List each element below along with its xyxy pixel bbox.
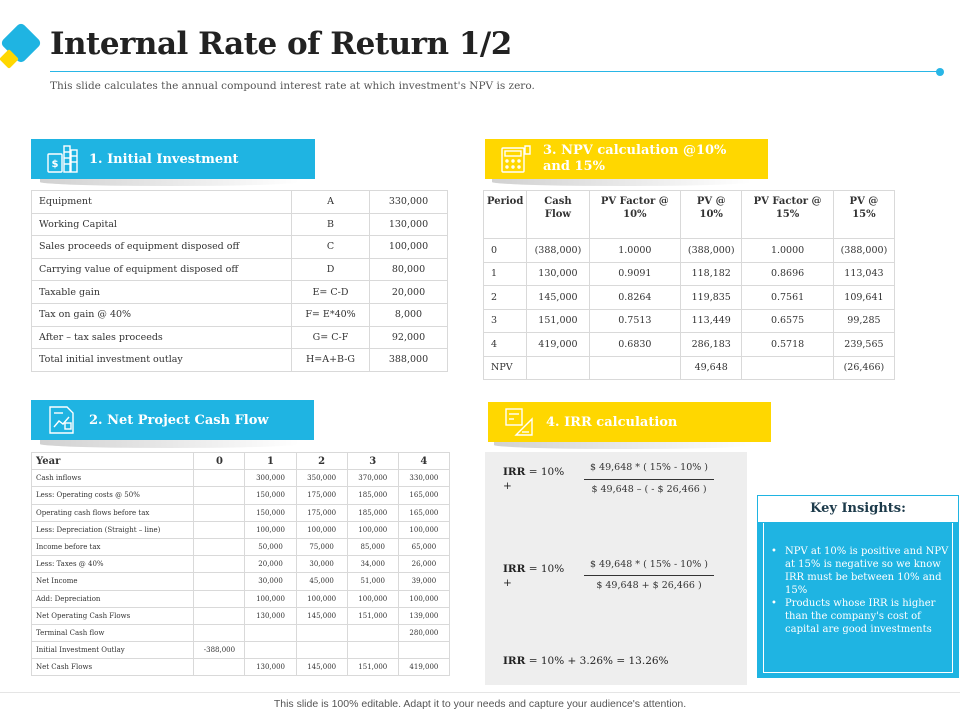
table-header-cell: 2 [296,453,347,470]
footer-note: This slide is 100% editable. Adapt it to your needs and capture your audience's attention. [273,698,687,710]
banner-shadow [492,178,752,186]
table-cell [194,538,245,555]
money-stack-icon [45,142,79,176]
table-cell [194,470,245,487]
table-cell: 100,000 [245,590,296,607]
table-cell: NPV [484,356,527,380]
table-row [32,191,448,214]
table-cell: 3 [484,309,527,333]
table-cell: Net Cash Flows [32,659,194,676]
table-cell: Operating cash flows before tax [32,504,194,521]
table-row [32,470,450,487]
table-cell: 0.9091 [589,262,681,286]
table-cell: 145,000 [527,286,589,310]
table-row [32,487,450,504]
table-cell [742,356,834,380]
table-cell: Net Income [32,573,194,590]
page-subtitle: This slide calculates the annual compound interest rate at which investment's NPV is zero. [50,80,535,92]
table-cell [194,590,245,607]
table-header-cell: Period [484,191,527,239]
table-header-cell: 0 [194,453,245,470]
net-project-cash-flow-table [31,452,450,676]
irr-formula-2-numerator: $ 49,648 * ( 15% - 10% ) [589,559,709,570]
table-cell: After – tax sales proceeds [32,326,292,349]
table-row [32,504,450,521]
calculator-chart-icon [499,142,533,176]
table-cell: Add: Depreciation [32,590,194,607]
initial-investment-banner [31,139,315,179]
table-cell: 0.6830 [589,333,681,357]
table-cell: 30,000 [296,556,347,573]
table-cell: 100,000 [398,521,449,538]
table-cell: 300,000 [245,470,296,487]
title-underline-dot [936,68,944,76]
table-cell: Sales proceeds of equipment disposed off [32,236,292,259]
table-row [484,286,895,310]
table-cell [194,624,245,641]
table-cell: E= C-D [292,281,370,304]
table-cell: Net Operating Cash Flows [32,607,194,624]
table-cell: -388,000 [194,642,245,659]
table-header-cell: Year [32,453,194,470]
table-cell: 0.6575 [742,309,834,333]
table-cell: 100,000 [370,236,448,259]
table-row [32,642,450,659]
table-cell: 20,000 [245,556,296,573]
table-cell: 0 [484,239,527,263]
table-header-cell: 3 [347,453,398,470]
table-cell: Less: Operating costs @ 50% [32,487,194,504]
table-cell: 92,000 [370,326,448,349]
table-cell: H=A+B-G [292,349,370,372]
table-cell [527,356,589,380]
irr-calculation-banner [488,402,771,442]
table-cell: 185,000 [347,487,398,504]
ruler-calculator-icon [502,405,536,439]
table-cell: 8,000 [370,303,448,326]
irr-result-value: = 10% + 3.26% = 13.26% [528,655,669,667]
page-title: Internal Rate of Return 1/2 [50,26,512,62]
irr-formula-1-denominator: $ 49,648 – ( - $ 26,466 ) [591,484,707,495]
table-cell [194,607,245,624]
chart-document-icon [45,403,79,437]
irr-formula-2-fraction-bar [584,575,714,576]
table-cell: Less: Taxes @ 40% [32,556,194,573]
table-cell [194,659,245,676]
table-cell: 80,000 [370,258,448,281]
table-cell: 185,000 [347,504,398,521]
table-cell: 139,000 [398,607,449,624]
net-project-cash-flow-heading: 2. Net Project Cash Flow [89,412,269,428]
table-row [484,239,895,263]
corner-diamond-logo [0,22,46,70]
table-row [32,659,450,676]
table-cell: 1.0000 [742,239,834,263]
banner-shadow [494,441,754,449]
initial-investment-table [31,190,448,372]
table-cell [194,556,245,573]
table-row [32,624,450,641]
table-cell: 280,000 [398,624,449,641]
irr-result-label: IRR [503,655,526,667]
irr-formula-1-irr: IRR [503,466,526,478]
table-cell: 130,000 [527,262,589,286]
table-cell: C [292,236,370,259]
table-cell: 0.7513 [589,309,681,333]
table-cell: 151,000 [347,607,398,624]
table-cell: B [292,213,370,236]
table-header-cell: PV Factor @ 15% [742,191,834,239]
table-cell: 65,000 [398,538,449,555]
table-cell: 419,000 [398,659,449,676]
table-cell: 39,000 [398,573,449,590]
npv-calculation-heading-line2: and 15% [543,159,605,174]
table-row [32,607,450,624]
table-cell [398,642,449,659]
table-cell: 100,000 [347,590,398,607]
irr-result [503,655,669,667]
table-cell: 150,000 [245,504,296,521]
table-cell: 151,000 [527,309,589,333]
table-cell [245,642,296,659]
table-row [32,538,450,555]
irr-formula-2-label [503,562,564,590]
table-cell: 350,000 [296,470,347,487]
table-header-cell: PV @ 10% [681,191,742,239]
irr-formula-2-base: = 10% [528,563,565,575]
table-row [32,303,448,326]
table-cell: 419,000 [527,333,589,357]
irr-formula-1-numerator: $ 49,648 * ( 15% - 10% ) [589,462,709,473]
net-project-cash-flow-banner [31,400,314,440]
table-cell: 0.8696 [742,262,834,286]
table-cell: 2 [484,286,527,310]
table-cell: 330,000 [398,470,449,487]
table-cell: 50,000 [245,538,296,555]
table-row [484,262,895,286]
irr-calculation-heading: 4. IRR calculation [546,414,678,430]
table-cell: 30,000 [245,573,296,590]
table-cell [347,624,398,641]
table-row [32,326,448,349]
table-cell [347,642,398,659]
table-cell: 145,000 [296,607,347,624]
table-row [32,213,448,236]
table-header-cell: PV Factor @ 10% [589,191,681,239]
table-cell: 150,000 [245,487,296,504]
table-cell: (26,466) [833,356,894,380]
table-cell: 175,000 [296,504,347,521]
table-cell: 49,648 [681,356,742,380]
table-cell: 99,285 [833,309,894,333]
table-cell: 0.8264 [589,286,681,310]
table-cell: 0.5718 [742,333,834,357]
table-row [32,590,450,607]
table-row [32,521,450,538]
table-cell: 100,000 [245,521,296,538]
table-cell: Carrying value of equipment disposed off [32,258,292,281]
table-cell: Income before tax [32,538,194,555]
svg-text:$: $ [51,159,59,170]
key-insights-panel [757,495,959,678]
table-cell: Total initial investment outlay [32,349,292,372]
table-cell: 100,000 [347,521,398,538]
irr-formula-2-denominator: $ 49,648 + $ 26,466 ) [596,580,702,591]
table-cell: 1 [484,262,527,286]
npv-calculation-heading-line1: 3. NPV calculation @10% [543,142,727,158]
table-row [484,356,895,380]
table-cell: 113,043 [833,262,894,286]
title-underline [50,71,940,72]
table-row [32,281,448,304]
table-cell: 151,000 [347,659,398,676]
table-cell: 175,000 [296,487,347,504]
table-cell [589,356,681,380]
key-insights-list [771,545,951,636]
table-header-cell: 4 [398,453,449,470]
table-header-cell: 1 [245,453,296,470]
npv-calculation-banner [485,139,768,179]
table-cell: 20,000 [370,281,448,304]
table-cell: 286,183 [681,333,742,357]
table-cell: 145,000 [296,659,347,676]
table-cell: 34,000 [347,556,398,573]
banner-shadow [40,178,300,186]
irr-formula-1-fraction-bar [584,479,714,480]
table-cell: 0.7561 [742,286,834,310]
table-cell: Less: Depreciation (Straight – line) [32,521,194,538]
table-cell [194,573,245,590]
table-cell: Taxable gain [32,281,292,304]
table-row [32,573,450,590]
irr-formula-1-plus: + [503,480,512,493]
table-row [484,309,895,333]
table-cell [194,487,245,504]
table-cell: (388,000) [681,239,742,263]
table-cell [194,504,245,521]
table-cell: 45,000 [296,573,347,590]
table-cell: 370,000 [347,470,398,487]
irr-formula-1-base: = 10% [528,466,565,478]
irr-formula-2-plus: + [503,577,512,590]
table-cell: 130,000 [370,213,448,236]
table-row [32,556,450,573]
table-cell: 388,000 [370,349,448,372]
table-cell: 4 [484,333,527,357]
table-cell: 51,000 [347,573,398,590]
footer-divider [0,692,960,693]
irr-formula-1-label [503,465,564,493]
npv-table [483,190,895,380]
table-cell: 119,835 [681,286,742,310]
table-cell: 113,449 [681,309,742,333]
table-cell: Cash inflows [32,470,194,487]
table-cell: 75,000 [296,538,347,555]
table-cell: (388,000) [527,239,589,263]
irr-formula-2-irr: IRR [503,563,526,575]
table-cell: Equipment [32,191,292,214]
table-row [32,236,448,259]
table-cell: Initial Investment Outlay [32,642,194,659]
table-cell [194,521,245,538]
table-cell: 100,000 [398,590,449,607]
initial-investment-heading: 1. Initial Investment [89,151,239,167]
table-cell: 165,000 [398,504,449,521]
table-cell: 100,000 [296,521,347,538]
table-cell [296,642,347,659]
table-cell: 85,000 [347,538,398,555]
table-cell: Terminal Cash flow [32,624,194,641]
table-cell: A [292,191,370,214]
table-cell: G= C-F [292,326,370,349]
table-header-cell: Cash Flow [527,191,589,239]
table-cell: (388,000) [833,239,894,263]
table-cell: D [292,258,370,281]
key-insight-item: • Products whose IRR is higher than the company's cost of capital are good investments [771,597,951,636]
table-cell: 100,000 [296,590,347,607]
table-cell [245,624,296,641]
table-cell: 109,641 [833,286,894,310]
key-insight-item: • NPV at 10% is positive and NPV at 15% is negative so we know IRR must be between 10% and 15% [771,545,951,597]
table-cell: 1.0000 [589,239,681,263]
table-row [32,349,448,372]
table-cell: 165,000 [398,487,449,504]
table-cell: 130,000 [245,659,296,676]
table-cell: Tax on gain @ 40% [32,303,292,326]
table-cell: F= E*40% [292,303,370,326]
table-cell: 330,000 [370,191,448,214]
table-cell: Working Capital [32,213,292,236]
table-row [32,258,448,281]
table-cell: 26,000 [398,556,449,573]
table-row [484,333,895,357]
banner-shadow [40,440,300,448]
table-cell [296,624,347,641]
table-header-cell: PV @ 15% [833,191,894,239]
table-cell: 118,182 [681,262,742,286]
key-insights-title: Key Insights: [757,495,959,523]
table-cell: 239,565 [833,333,894,357]
table-cell: 130,000 [245,607,296,624]
